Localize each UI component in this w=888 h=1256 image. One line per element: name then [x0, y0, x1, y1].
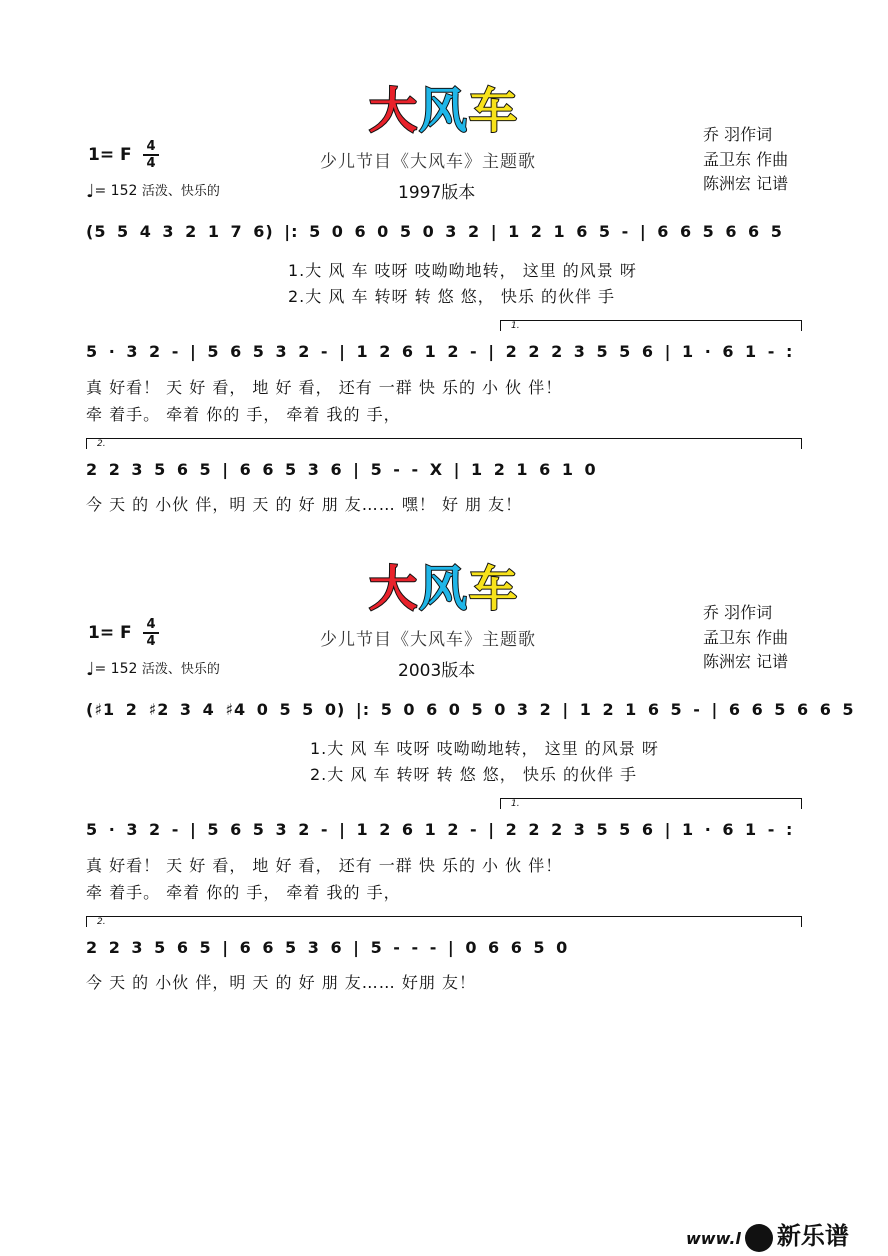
lyric-row-2a: 真 好看！ 天 好 看， 地 好 看， 还有 一群 快 乐的 小 伙 伴！	[86, 378, 563, 397]
lyric-row-1a: 1.大 风 车 吱呀 吱呦呦地转， 这里 的风景 呀	[288, 261, 637, 280]
volta-1: 1.	[500, 798, 802, 809]
time-top: 4	[146, 139, 156, 154]
footer-url: www.l	[686, 1229, 741, 1248]
vinyl-logo-icon	[745, 1224, 773, 1252]
composer: 孟卫东 作曲	[703, 627, 789, 647]
version-label: 1997版本	[398, 183, 476, 203]
notation-row-2: 5 · 3 2 - | 5 6 5 3 2 - | 1 2 6 1 2 - | 2 2 2 3 5 5 6 | 1 · 6 1 - :	[86, 820, 794, 839]
footer-brand: 新乐谱	[776, 1222, 849, 1250]
time-bottom: 4	[146, 155, 156, 171]
mood-text: 活泼、快乐的	[141, 662, 220, 677]
quarter-note-icon: ♩	[86, 181, 95, 202]
title-char-2: 风	[418, 561, 469, 617]
mood-text: 活泼、快乐的	[141, 184, 220, 199]
key-signature: 1= F	[88, 623, 132, 643]
notation-row-1: (♯1 2 ♯2 3 4 ♯4 0 5 5 0) |: 5 0 6 0 5 0 3 2 | 1 2 1 6 5 - | 6 6 5 6 6 5	[86, 700, 855, 719]
lyric-row-2b: 牵 着手。 牵着 你的 手， 牵着 我的 手，	[86, 405, 401, 424]
volta-2: 2.	[86, 916, 802, 927]
version-label: 2003版本	[398, 661, 476, 681]
transcriber: 陈洲宏 记谱	[703, 652, 789, 671]
time-bottom: 4	[146, 633, 156, 649]
lyricist: 乔 羽作词	[703, 603, 773, 622]
volta-2: 2.	[86, 438, 802, 449]
time-signature	[143, 618, 159, 648]
key-signature: 1= F	[88, 145, 132, 165]
transcriber: 陈洲宏 记谱	[703, 174, 789, 193]
title-char-3: 车	[469, 83, 520, 139]
title-char-2: 风	[418, 83, 469, 139]
credits	[703, 123, 788, 197]
credits	[703, 601, 788, 675]
tempo-value: = 152	[94, 661, 138, 677]
lyric-row-3: 今 天 的 小伙 伴，明 天 的 好 朋 友…… 嘿！ 好 朋 友！	[86, 495, 523, 514]
subtitle: 少儿节目《大风车》主题歌	[320, 152, 536, 172]
lyric-row-2a: 真 好看！ 天 好 看， 地 好 看， 还有 一群 快 乐的 小 伙 伴！	[86, 856, 563, 875]
tempo-marking	[86, 180, 220, 202]
notation-row-2: 5 · 3 2 - | 5 6 5 3 2 - | 1 2 6 1 2 - | 2 2 2 3 5 5 6 | 1 · 6 1 - :	[86, 342, 794, 361]
lyric-row-1b: 2.大 风 车 转呀 转 悠 悠， 快乐 的伙伴 手	[310, 765, 638, 784]
tempo-value: = 152	[94, 183, 138, 199]
lyricist: 乔 羽作词	[703, 125, 773, 144]
volta-1: 1.	[500, 320, 802, 331]
lyric-row-3: 今 天 的 小伙 伴，明 天 的 好 朋 友…… 好朋 友！	[86, 973, 476, 992]
lyric-row-1b: 2.大 风 车 转呀 转 悠 悠， 快乐 的伙伴 手	[288, 287, 616, 306]
time-top: 4	[146, 617, 156, 632]
subtitle: 少儿节目《大风车》主题歌	[320, 630, 536, 650]
composer: 孟卫东 作曲	[703, 149, 789, 169]
lyric-row-2b: 牵 着手。 牵着 你的 手， 牵着 我的 手，	[86, 883, 401, 902]
notation-row-3: 2 2 3 5 6 5 | 6 6 5 3 6 | 5 - - X | 1 2 1 6 1 0	[86, 460, 597, 479]
lyric-row-1a: 1.大 风 车 吱呀 吱呦呦地转， 这里 的风景 呀	[310, 739, 659, 758]
watermark-footer	[686, 1216, 849, 1252]
notation-row-3: 2 2 3 5 6 5 | 6 6 5 3 6 | 5 - - - | 0 6 6 5 0	[86, 938, 569, 957]
title-char-1: 大	[368, 83, 419, 139]
tempo-marking	[86, 658, 220, 680]
title-char-3: 车	[469, 561, 520, 617]
time-signature	[143, 140, 159, 170]
title-char-1: 大	[368, 561, 419, 617]
notation-row-1: (5 5 4 3 2 1 7 6) |: 5 0 6 0 5 0 3 2 | 1 2 1 6 5 - | 6 6 5 6 6 5	[86, 222, 783, 241]
quarter-note-icon: ♩	[86, 659, 95, 680]
